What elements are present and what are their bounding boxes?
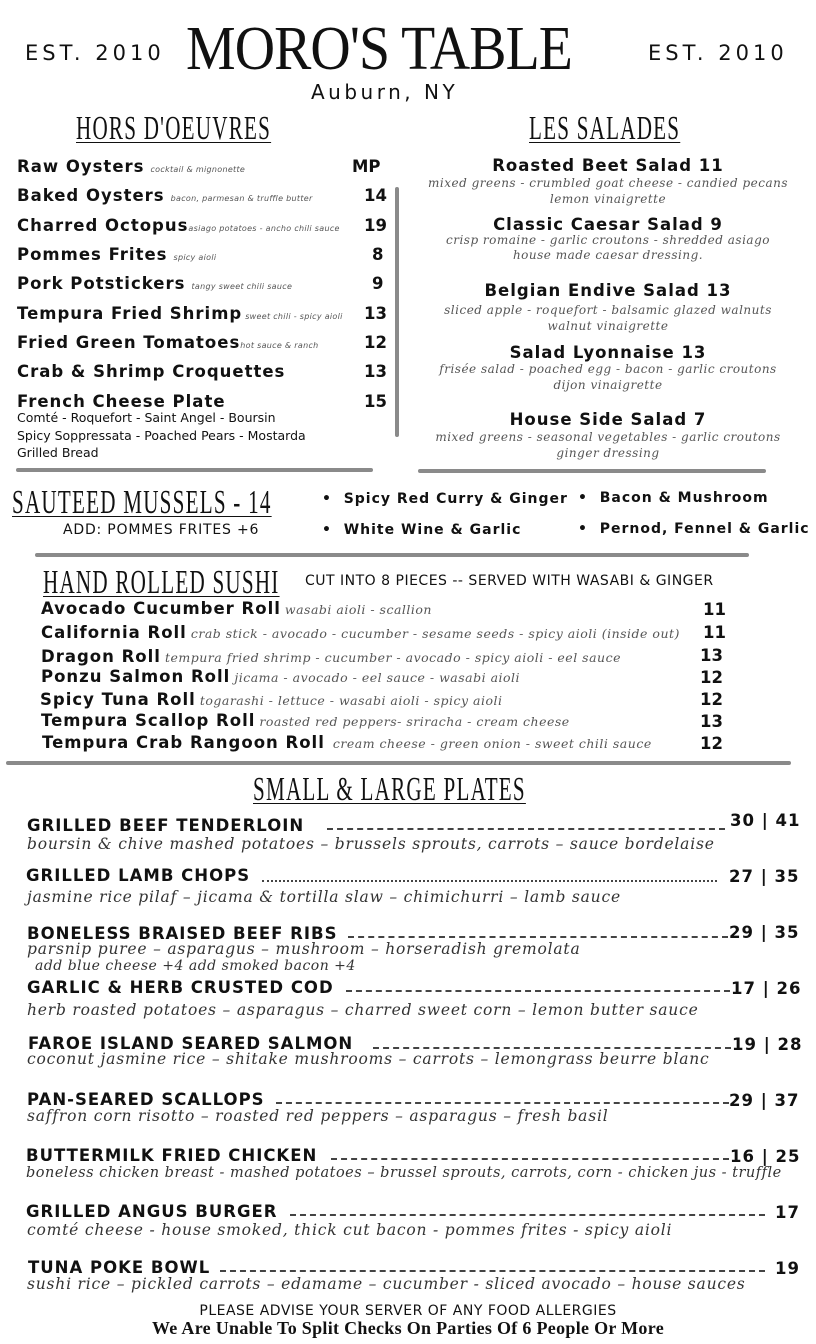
hors-item: Charred Octopusasiago potatoes - ancho chili sauce	[17, 216, 340, 235]
mussel-option: • Bacon & Mushroom	[578, 490, 769, 506]
salad-desc: crisp romaine - garlic croutons - shredded asiago	[445, 233, 770, 247]
hors-price: 8	[372, 245, 384, 264]
salad-name: House Side Salad 7	[509, 410, 707, 429]
leader-dots	[348, 936, 728, 938]
sushi-item: Tempura Scallop Roll roasted red peppers- sriracha - cream cheese	[41, 711, 570, 730]
salad-desc: walnut vinaigrette	[547, 319, 669, 333]
sushi-item: Spicy Tuna Roll togarashi - lettuce - wasabi aioli - spicy aioli	[40, 690, 503, 709]
hors-item: French Cheese Plate	[17, 392, 226, 411]
cheese-line: Spicy Soppressata - Poached Pears - Mostarda	[17, 428, 306, 443]
plate-price: 29 | 37	[729, 1091, 800, 1110]
divider-left	[16, 468, 373, 472]
salad-desc: frisée salad - poached egg - bacon - garlic croutons	[439, 362, 777, 376]
plate-desc: sushi rice – pickled carrots – edamame – cucumber - sliced avocado – house sauces	[27, 1275, 746, 1293]
salad-desc: mixed greens - seasonal vegetables - garlic croutons	[435, 430, 781, 444]
sushi-item: Avocado Cucumber Roll wasabi aioli - scallion	[41, 599, 432, 618]
leader-dots	[327, 828, 725, 830]
mussel-option: • Spicy Red Curry & Ginger	[322, 491, 568, 507]
plate-price: 16 | 25	[730, 1147, 801, 1166]
divider-right	[418, 469, 766, 473]
sushi-note: CUT INTO 8 PIECES -- SERVED WITH WASABI & GINGER	[305, 573, 714, 589]
hors-item: Pommes Frites spicy aioli	[17, 245, 217, 264]
plate-addon: add blue cheese +4 add smoked bacon +4	[35, 958, 356, 974]
plate-name: GARLIC & HERB CRUSTED COD	[27, 978, 334, 997]
leader-dots	[262, 880, 717, 882]
plate-desc: saffron corn risotto – roasted red peppers – asparagus – fresh basil	[27, 1107, 609, 1125]
plate-price: 19 | 28	[732, 1035, 803, 1054]
salad-desc: dijon vinaigrette	[553, 378, 663, 392]
plate-desc: boneless chicken breast - mashed potatoes – brussel sprouts, carrots, corn - chicken jus - truffle	[26, 1165, 782, 1181]
divider-mussels	[35, 553, 749, 557]
cheese-line: Comté - Roquefort - Saint Angel - Boursin	[17, 410, 276, 425]
split-check-policy: We Are Unable To Split Checks On Parties Of 6 People Or More	[152, 1318, 664, 1338]
allergy-notice: PLEASE ADVISE YOUR SERVER OF ANY FOOD ALLERGIES	[199, 1303, 617, 1319]
plate-name: TUNA POKE BOWL	[28, 1258, 211, 1277]
plate-price: 17 | 26	[731, 979, 802, 998]
cheese-line: Grilled Bread	[17, 445, 99, 460]
leader-dots	[346, 990, 730, 992]
plate-name: FAROE ISLAND SEARED SALMON	[28, 1034, 354, 1053]
leader-dots	[276, 1102, 729, 1104]
mussels-addon: ADD: POMMES FRITES +6	[63, 522, 260, 538]
hors-title: HORS D'OEUVRES	[76, 110, 272, 147]
hors-item: Pork Potstickers tangy sweet chili sauce	[17, 274, 293, 293]
salad-desc: ginger dressing	[556, 446, 660, 460]
sushi-price: 11	[703, 600, 726, 619]
leader-dots	[373, 1047, 731, 1049]
plate-name: GRILLED ANGUS BURGER	[26, 1202, 278, 1221]
plate-price: 19	[775, 1259, 800, 1278]
plates-title: SMALL & LARGE PLATES	[253, 771, 526, 808]
restaurant-location: Auburn, NY	[311, 80, 459, 104]
leader-dots	[290, 1214, 765, 1216]
vertical-divider	[395, 187, 399, 437]
plate-price: 27 | 35	[729, 867, 800, 886]
leader-dots	[220, 1270, 765, 1272]
salads-title: LES SALADES	[529, 110, 681, 147]
plate-name: PAN-SEARED SCALLOPS	[27, 1090, 265, 1109]
hors-item: Tempura Fried Shrimp sweet chili - spicy aioli	[17, 304, 343, 323]
sushi-price: 11	[703, 623, 726, 642]
hors-item: Crab & Shrimp Croquettes	[17, 362, 286, 381]
est-left: EST. 2010	[25, 41, 165, 65]
plate-name: BONELESS BRAISED BEEF RIBS	[27, 924, 338, 943]
mussels-title: SAUTEED MUSSELS - 14	[12, 484, 272, 521]
hors-item: Raw Oysters cocktail & mignonette	[17, 157, 246, 176]
sushi-price: 13	[700, 646, 723, 665]
salad-desc: mixed greens - crumbled goat cheese - candied pecans	[427, 176, 788, 190]
sushi-item: Dragon Roll tempura fried shrimp - cucumber - avocado - spicy aioli - eel sauce	[41, 647, 621, 666]
plate-desc: boursin & chive mashed potatoes – brussels sprouts, carrots – sauce bordelaise	[27, 835, 715, 853]
salad-name: Classic Caesar Salad 9	[493, 215, 723, 234]
restaurant-name: MORO'S TABLE	[186, 15, 572, 83]
sushi-item: Tempura Crab Rangoon Roll cream cheese - green onion - sweet chili sauce	[42, 733, 652, 752]
salad-name: Belgian Endive Salad 13	[484, 281, 732, 300]
hors-price: MP	[352, 157, 381, 176]
hors-price: 13	[364, 362, 387, 381]
sushi-price: 12	[700, 690, 723, 709]
salad-desc: lemon vinaigrette	[549, 192, 667, 206]
salad-desc: sliced apple - roquefort - balsamic glazed walnuts	[444, 303, 772, 317]
salad-name: Roasted Beet Salad 11	[492, 156, 724, 175]
divider-sushi	[6, 761, 791, 765]
plate-price: 29 | 35	[729, 923, 800, 942]
hors-price: 12	[364, 333, 387, 352]
plate-desc: herb roasted potatoes – asparagus – charred sweet corn – lemon butter sauce	[27, 1001, 699, 1019]
est-right: EST. 2010	[648, 41, 788, 65]
plate-name: GRILLED BEEF TENDERLOIN	[27, 816, 305, 835]
plate-desc: comté cheese - house smoked, thick cut bacon - pommes frites - spicy aioli	[27, 1221, 673, 1239]
hors-item: Fried Green Tomatoeshot sauce & ranch	[17, 333, 319, 352]
sushi-item: California Roll crab stick - avocado - cucumber - sesame seeds - spicy aioli (inside out)	[41, 623, 680, 642]
sushi-title: HAND ROLLED SUSHI	[43, 564, 280, 601]
hors-price: 14	[364, 186, 387, 205]
hors-price: 9	[372, 274, 384, 293]
hors-item: Baked Oysters bacon, parmesan & truffle butter	[17, 186, 313, 205]
plate-desc: coconut jasmine rice – shitake mushrooms – carrots – lemongrass beurre blanc	[27, 1050, 710, 1068]
sushi-price: 12	[700, 734, 723, 753]
hors-price: 13	[364, 304, 387, 323]
salad-desc: house made caesar dressing.	[512, 248, 704, 262]
mussel-option: • Pernod, Fennel & Garlic	[578, 521, 810, 537]
plate-price: 30 | 41	[730, 811, 801, 830]
sushi-price: 12	[700, 668, 723, 687]
sushi-item: Ponzu Salmon Roll jicama - avocado - eel sauce - wasabi aioli	[41, 667, 521, 686]
salad-name: Salad Lyonnaise 13	[509, 343, 707, 362]
plate-desc: jasmine rice pilaf – jicama & tortilla slaw – chimichurri – lamb sauce	[27, 888, 621, 906]
plate-desc: parsnip puree – asparagus – mushroom – horseradish gremolata	[27, 940, 581, 958]
hors-price: 15	[364, 392, 387, 411]
hors-price: 19	[364, 216, 387, 235]
leader-dots	[331, 1158, 729, 1160]
plate-name: GRILLED LAMB CHOPS	[26, 866, 251, 885]
plate-name: BUTTERMILK FRIED CHICKEN	[26, 1146, 318, 1165]
sushi-price: 13	[700, 712, 723, 731]
plate-price: 17	[775, 1203, 800, 1222]
mussel-option: • White Wine & Garlic	[322, 522, 522, 538]
